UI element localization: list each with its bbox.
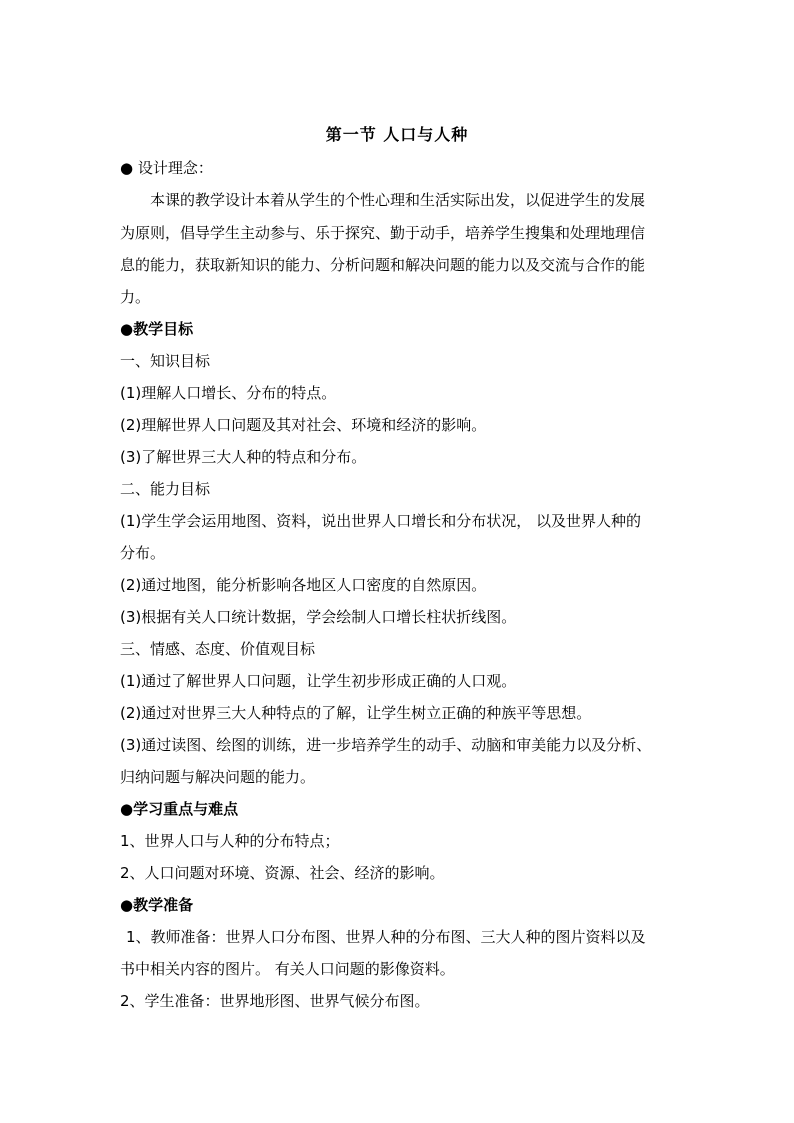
preparation-item: 1、教师准备：世界人口分布图、世界人种的分布图、三大人种的图片资料以及 xyxy=(126,928,646,946)
knowledge-goals-heading: 一、知识目标 xyxy=(120,352,211,370)
emotion-goals-heading: 三、情感、态度、价值观目标 xyxy=(120,640,316,658)
design-concept-heading: ● 设计理念： xyxy=(120,159,213,177)
key-points-heading: ●学习重点与难点 xyxy=(120,800,239,818)
emotion-goal-item: (2)通过对世界三大人种特点的了解，让学生树立正确的种族平等思想。 xyxy=(120,704,592,722)
design-concept-line: 本课的教学设计本着从学生的个性心理和生活实际出发，以促进学生的发展 xyxy=(150,191,646,209)
ability-goal-item: (2)通过地图，能分析影响各地区人口密度的自然原因。 xyxy=(120,576,487,594)
emotion-goal-item: (3)通过读图、绘图的训练，进一步培养学生的动手、动脑和审美能力以及分析、 xyxy=(120,736,652,754)
knowledge-goal-item: (2)理解世界人口问题及其对社会、环境和经济的影响。 xyxy=(120,416,487,434)
emotion-goal-item: (1)通过了解世界人口问题，让学生初步形成正确的人口观。 xyxy=(120,672,517,690)
design-concept-line: 为原则，倡导学生主动参与、乐于探究、勤于动手，培养学生搜集和处理地理信 xyxy=(120,224,646,242)
key-point-item: 1、世界人口与人种的分布特点； xyxy=(120,832,340,850)
preparation-heading: ●教学准备 xyxy=(120,896,194,914)
page-title: 第一节 人口与人种 xyxy=(325,125,469,144)
ability-goal-item: (3)根据有关人口统计数据，学会绘制人口增长柱状折线图。 xyxy=(120,608,517,626)
objectives-heading: ●教学目标 xyxy=(120,320,194,338)
emotion-goal-item: 归纳问题与解决问题的能力。 xyxy=(120,768,316,786)
design-concept-line: 息的能力，获取新知识的能力、分析问题和解决问题的能力以及交流与合作的能 xyxy=(120,256,646,274)
preparation-item: 2、学生准备：世界地形图、世界气候分布图。 xyxy=(120,992,430,1010)
ability-goal-item: 分布。 xyxy=(120,544,166,562)
knowledge-goal-item: (3)了解世界三大人种的特点和分布。 xyxy=(120,448,367,466)
knowledge-goal-item: (1)理解人口增长、分布的特点。 xyxy=(120,384,337,402)
key-point-item: 2、人口问题对环境、资源、社会、经济的影响。 xyxy=(120,864,445,882)
design-concept-line: 力。 xyxy=(120,288,151,306)
ability-goal-item: (1)学生学会运用地图、资料，说出世界人口增长和分布状况， 以及世界人种的 xyxy=(120,512,642,530)
preparation-item: 书中相关内容的图片。 有关人口问题的影像资料。 xyxy=(120,960,455,978)
ability-goals-heading: 二、能力目标 xyxy=(120,480,211,498)
